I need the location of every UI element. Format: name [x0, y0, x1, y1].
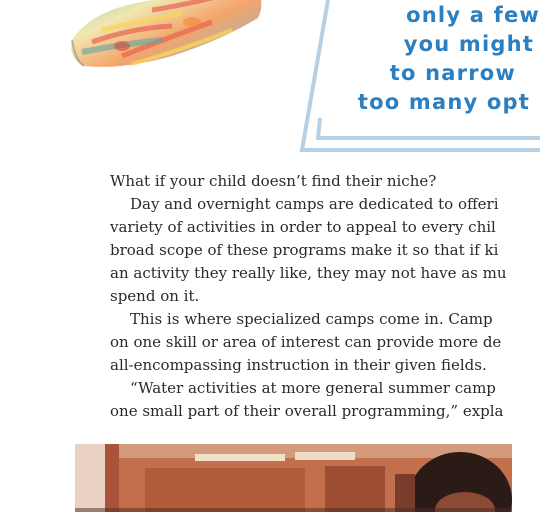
- text-line: all-encompassing instruction in their given fields.: [110, 356, 487, 374]
- pull-quote-line: only a few: [406, 3, 540, 27]
- text-line: broad scope of these programs make it so that if ki: [110, 241, 499, 259]
- text-line: “Water activities at more general summer camp: [130, 379, 496, 397]
- paragraph-water-activities-quote: [110, 377, 512, 423]
- paragraph-camps-overview: [110, 193, 512, 308]
- paragraph-specialized-camps: [110, 308, 512, 377]
- pull-quote-line: you might: [403, 32, 534, 56]
- text-line: This is where specialized camps come in. Camp: [130, 310, 493, 328]
- text-line: Day and overnight camps are dedicated to offeri: [130, 195, 499, 213]
- text-line: on one skill or area of interest can provide more de: [110, 333, 502, 351]
- pull-quote-line: too many opt: [357, 90, 530, 114]
- article-body: [110, 170, 512, 432]
- tie-dye-pillow-image: [62, 0, 282, 80]
- camp-photo-image: [75, 444, 512, 512]
- pull-quote: [330, 0, 540, 130]
- text-line: variety of activities in order to appeal to every chil: [110, 218, 496, 236]
- paragraph-question: [110, 170, 512, 193]
- text-line: What if your child doesn’t find their niche?: [110, 172, 437, 190]
- pull-quote-line: to narrow: [389, 61, 516, 85]
- text-line: spend on it.: [110, 287, 200, 305]
- text-line: one small part of their overall programming,” expla: [110, 402, 504, 420]
- text-line: an activity they really like, they may not have as mu: [110, 264, 507, 282]
